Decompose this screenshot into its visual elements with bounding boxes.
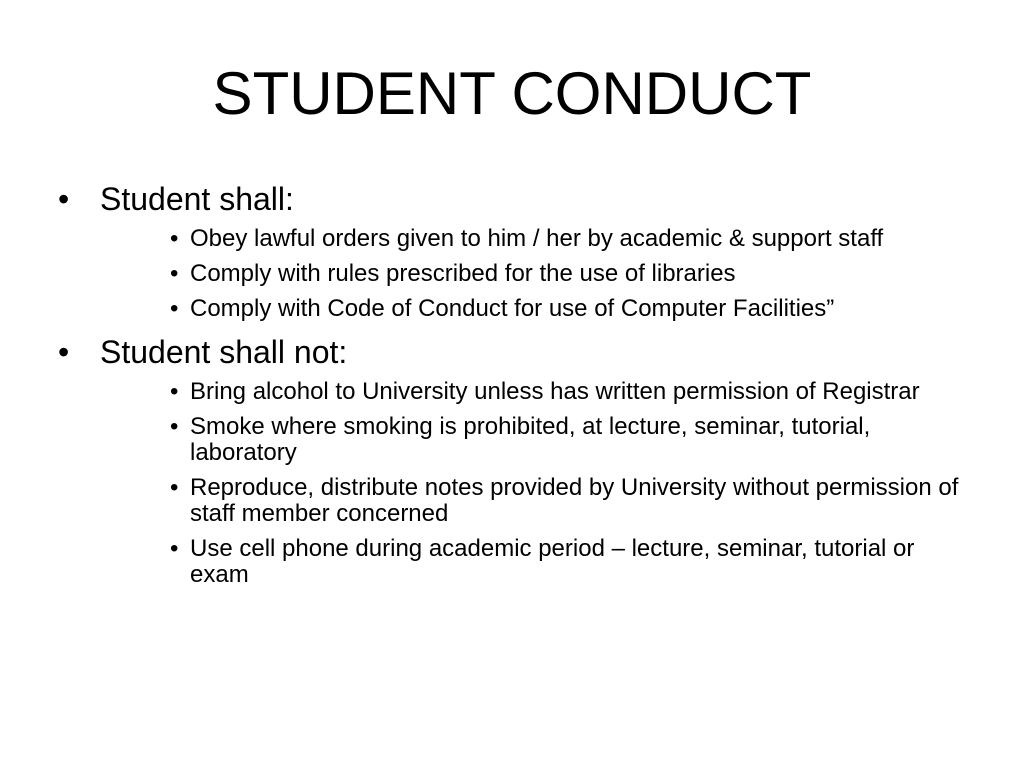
bullet-icon: • bbox=[170, 378, 179, 405]
section-heading bbox=[58, 178, 968, 220]
list-item-text: Smoke where smoking is prohibited, at lecture, seminar, tutorial, laboratory bbox=[190, 413, 871, 466]
bullet-icon: • bbox=[170, 413, 179, 440]
list-item bbox=[170, 296, 968, 322]
bullet-icon: • bbox=[58, 334, 70, 370]
list-item-text: Comply with rules prescribed for the use of libraries bbox=[190, 260, 736, 287]
sub-bullet-list bbox=[58, 379, 968, 588]
section-student-shall-not bbox=[58, 331, 968, 588]
bullet-icon: • bbox=[170, 474, 179, 501]
list-item bbox=[170, 226, 968, 252]
list-item bbox=[170, 414, 968, 466]
section-heading-text: Student shall not: bbox=[100, 334, 348, 370]
list-item-text: Reproduce, distribute notes provided by University without permission of staff member concerned bbox=[190, 474, 959, 527]
list-item bbox=[170, 261, 968, 287]
list-item bbox=[170, 475, 968, 527]
bullet-icon: • bbox=[170, 535, 179, 562]
bullet-icon: • bbox=[170, 295, 179, 322]
bullet-icon: • bbox=[170, 260, 179, 287]
slide-title: STUDENT CONDUCT bbox=[212, 60, 812, 127]
bullet-list bbox=[58, 178, 968, 597]
section-heading bbox=[58, 331, 968, 373]
list-item bbox=[170, 379, 968, 405]
bullet-icon: • bbox=[170, 225, 179, 252]
list-item-text: Comply with Code of Conduct for use of Computer Facilities” bbox=[190, 295, 835, 322]
list-item-text: Use cell phone during academic period – lecture, seminar, tutorial or exam bbox=[190, 535, 915, 588]
section-student-shall bbox=[58, 178, 968, 322]
list-item-text: Obey lawful orders given to him / her by academic & support staff bbox=[190, 225, 884, 252]
bullet-icon: • bbox=[58, 181, 70, 217]
list-item bbox=[170, 536, 968, 588]
section-heading-text: Student shall: bbox=[100, 181, 294, 217]
list-item-text: Bring alcohol to University unless has written permission of Registrar bbox=[190, 378, 920, 405]
sub-bullet-list bbox=[58, 226, 968, 322]
